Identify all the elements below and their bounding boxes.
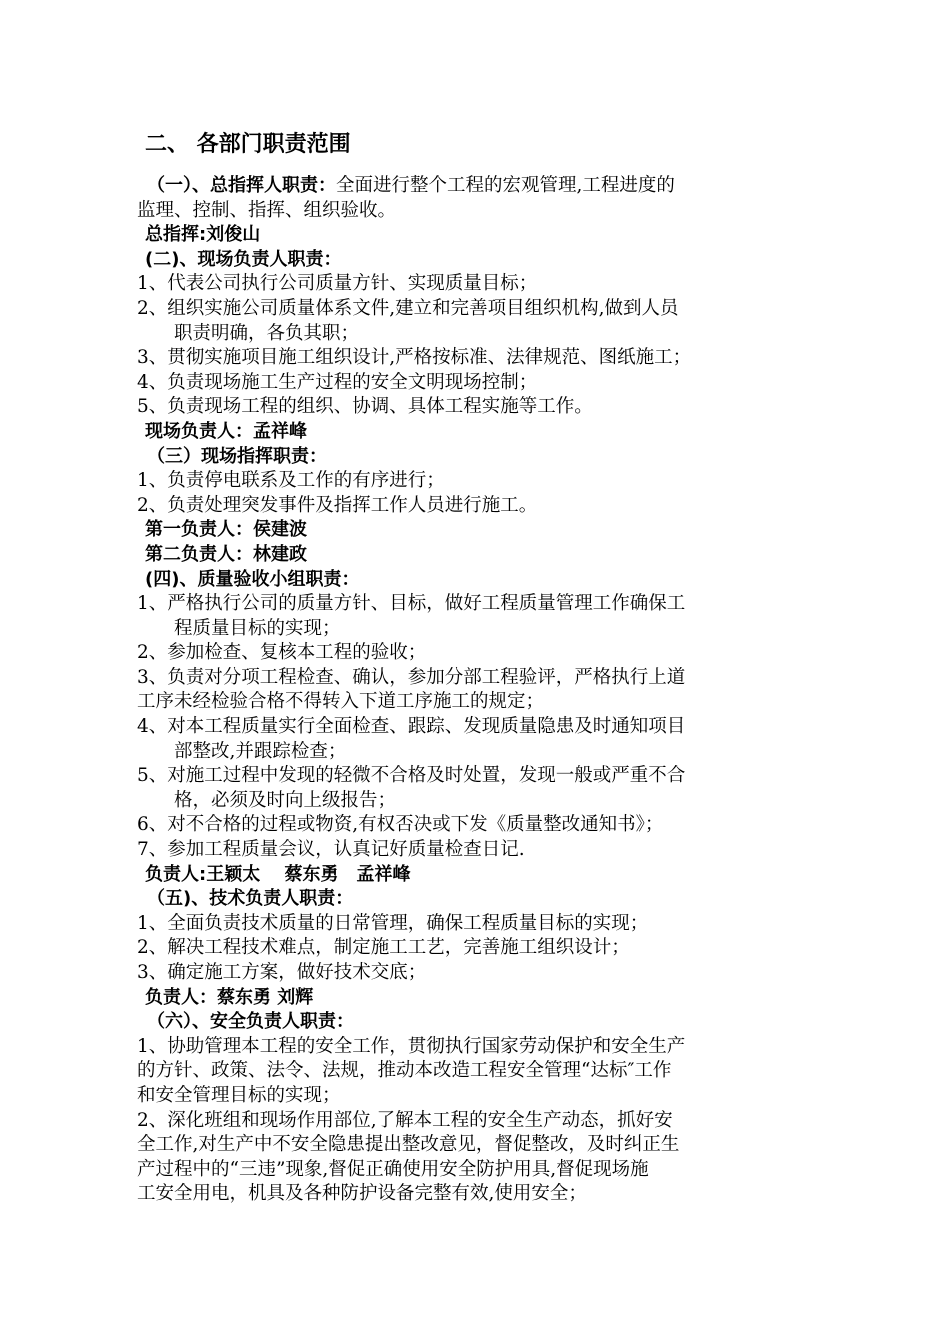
- tech-lead-duty-heading: （五)、技术负责人职责：: [147, 888, 354, 910]
- quality-item-2: 2、参加检查、复核本工程的验收；: [137, 642, 427, 664]
- site-lead-item-2-cont: 职责明确，各负其职；: [174, 322, 360, 344]
- safety-item-2: 2、深化班组和现场作用部位,了解本工程的安全生产动态，抓好安: [137, 1109, 673, 1131]
- commander-name: 总指挥:刘俊山: [145, 224, 261, 246]
- site-lead-name: 现场负责人：孟祥峰: [145, 420, 307, 442]
- site-lead-duty-heading: (二)、现场负责人职责：: [145, 248, 342, 270]
- site-lead-item-4: 4、负责现场施工生产过程的安全文明现场控制；: [137, 371, 538, 393]
- tech-lead-names: 负责人：蔡东勇 刘辉: [145, 986, 314, 1008]
- quality-item-4-cont: 部整改,并跟踪检查；: [174, 740, 347, 762]
- safety-item-1: 1、协助管理本工程的安全工作，贯彻执行国家劳动保护和安全生产: [137, 1035, 686, 1057]
- commander-duty-text: 全面进行整个工程的宏观管理,工程进度的: [336, 175, 675, 196]
- quality-item-1: 1、严格执行公司的质量方针、目标，做好工程质量管理工作确保工: [137, 593, 686, 615]
- commander-duty-heading: （一）、总指挥人职责：: [147, 175, 336, 196]
- quality-group-duty-heading: (四)、质量验收小组职责：: [145, 568, 360, 590]
- quality-item-1-cont: 程质量目标的实现；: [174, 617, 341, 639]
- commander-duty-line: [137, 174, 809, 199]
- safety-item-1-cont-a: 的方针、政策、法令、法规，推动本改造工程安全管理“达标″工作: [137, 1060, 672, 1082]
- site-command-duty-heading: （三）现场指挥职责：: [147, 445, 327, 467]
- quality-item-5-cont: 格，必须及时向上级报告；: [174, 789, 397, 811]
- quality-item-6: 6、对不合格的过程或物资,有权否决或下发《质量整改通知书》；: [137, 814, 664, 836]
- site-lead-item-2: 2、组织实施公司质量体系文件,建立和完善项目组织机构,做到人员: [137, 297, 679, 319]
- commander-duty-text-cont: 监理、控制、指挥、组织验收。: [137, 199, 397, 221]
- safety-item-2-cont-b: 产过程中的“三违”现象,督促正确使用安全防护用具,督促现场施: [137, 1158, 649, 1180]
- quality-item-3-cont: 工序未经检验合格不得转入下道工序施工的规定；: [137, 691, 545, 713]
- quality-group-names: 负责人:王颖太 蔡东勇 孟祥峰: [145, 863, 411, 885]
- safety-item-1-cont-b: 和安全管理目标的实现；: [137, 1084, 341, 1106]
- section-title: 二、 各部门职责范围: [145, 132, 351, 157]
- tech-item-2: 2、解决工程技术难点，制定施工工艺，完善施工组织设计；: [137, 937, 630, 959]
- site-command-item-1: 1、负责停电联系及工作的有序进行；: [137, 470, 445, 492]
- site-lead-item-3: 3、贯彻实施项目施工组织设计,严格按标准、法律规范、图纸施工；: [137, 347, 692, 369]
- quality-item-3: 3、负责对分项工程检查、确认，参加分部工程验评，严格执行上道: [137, 666, 686, 688]
- second-responsible-name: 第二负责人：林建政: [145, 543, 307, 565]
- safety-item-2-cont-a: 全工作,对生产中不安全隐患提出整改意见，督促整改，及时纠正生: [137, 1134, 680, 1156]
- safety-lead-duty-heading: （六）、安全负责人职责：: [147, 1011, 354, 1033]
- first-responsible-name: 第一负责人：侯建波: [145, 519, 307, 541]
- safety-item-2-cont-c: 工安全用电，机具及各种防护设备完整有效,使用安全；: [137, 1183, 587, 1205]
- quality-item-5: 5、对施工过程中发现的轻微不合格及时处置，发现一般或严重不合: [137, 765, 686, 787]
- site-lead-item-5: 5、负责现场工程的组织、协调、具体工程实施等工作。: [137, 396, 593, 418]
- quality-item-7: 7、参加工程质量会议，认真记好质量检查日记.: [137, 839, 525, 861]
- site-lead-item-1: 1、代表公司执行公司质量方针、实现质量目标；: [137, 273, 538, 295]
- tech-item-1: 1、全面负责技术质量的日常管理，确保工程质量目标的实现；: [137, 912, 649, 934]
- tech-item-3: 3、确定施工方案，做好技术交底；: [137, 962, 427, 983]
- document-page: [137, 130, 809, 1207]
- site-command-item-2: 2、负责处理突发事件及指挥工作人员进行施工。: [137, 494, 538, 516]
- quality-item-4: 4、对本工程质量实行全面检查、跟踪、发现质量隐患及时通知项目: [137, 716, 686, 738]
